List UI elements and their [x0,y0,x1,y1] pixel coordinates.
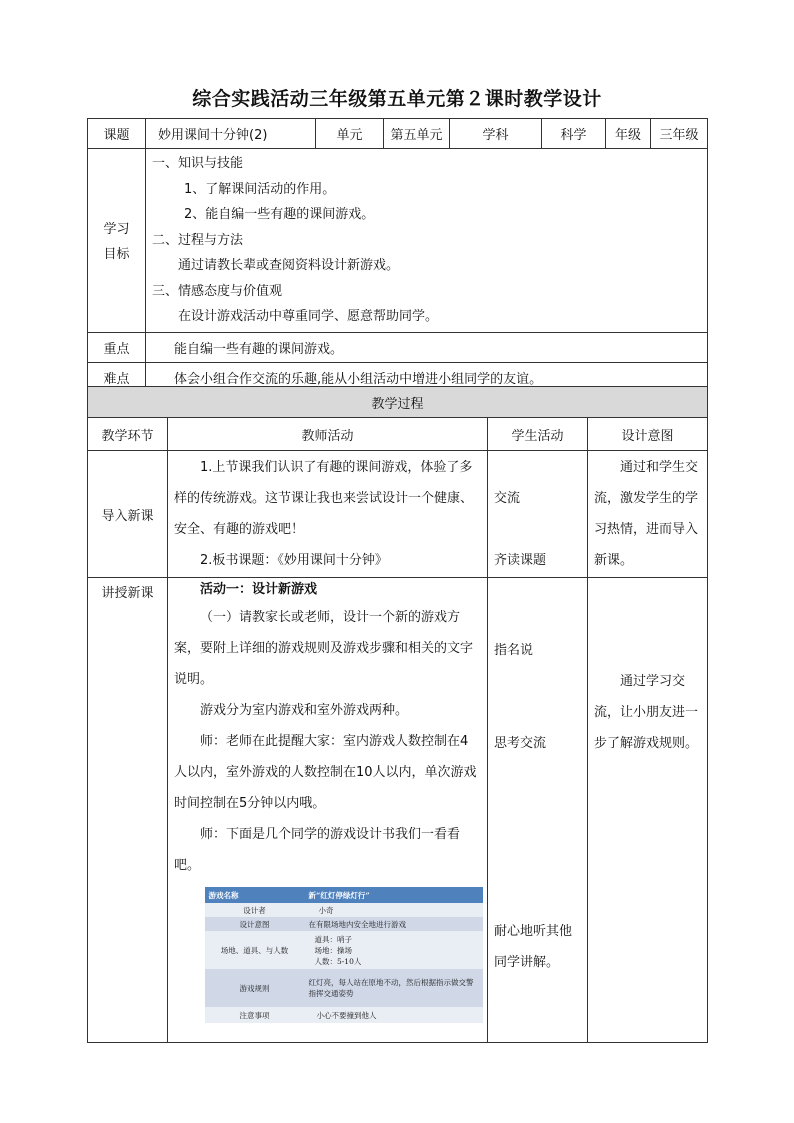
goals-row [88,149,708,333]
teach-intent-text: 通过学习交流，让小朋友进一步了解游戏规则。 [594,674,699,751]
topic-label: 课题 [88,119,146,149]
key-row [88,332,708,362]
goal-line: 通过请教长辈或查阅资料设计新游戏。 [178,258,400,273]
grade-value: 三年级 [651,119,708,149]
game-cell-label: 设计意图 [205,917,305,931]
process-header-row [88,387,708,418]
intro-student-1: 交流 [494,491,521,506]
game-cell-label: 设计者 [205,903,305,917]
intro-intent-text: 通过和学生交流，激发学生的学习热情，进而导入新课。 [594,460,699,568]
goal-line: 1、了解课间活动的作用。 [184,181,336,197]
intro-student-2: 齐读课题 [494,553,547,568]
key-label: 重点 [88,332,146,362]
game-cell-label: 游戏规则 [205,969,305,1007]
teach-teacher [168,578,488,1043]
game-row [205,917,483,931]
lesson-info-table [87,118,708,393]
game-row [205,969,483,1007]
intro-teacher-text-2: 2.板书课题：《妙用课间十分钟》 [200,553,388,568]
game-row [205,1007,483,1023]
game-cell-value: 小心不要撞到他人 [305,1007,483,1023]
goals-label-2: 目标 [103,247,130,263]
intro-teacher [168,451,488,578]
unit-label: 单元 [316,119,384,149]
subject-label: 学科 [450,119,542,149]
topic-value: 妙用课间十分钟(2) [146,119,316,149]
subject-value: 科学 [542,119,606,149]
col-header-intent: 设计意图 [588,418,708,451]
goal-line: 在设计游戏活动中尊重同学、愿意帮助同学。 [178,309,439,324]
unit-value: 第五单元 [384,119,450,149]
goal-heading-process: 二、过程与方法 [152,232,244,248]
game-design-table [205,887,483,1023]
key-text: 能自编一些有趣的课间游戏。 [146,332,708,362]
teach-student [488,578,588,1043]
col-header-stage: 教学环节 [88,418,168,451]
intro-teacher-text-1: 1.上节课我们认识了有趣的课间游戏，体验了多样的传统游戏。这节课让我也来尝试设计一个健康、安全、有趣的游戏吧！ [174,460,474,537]
teach-student-1: 指名说 [494,643,534,658]
intro-stage: 导入新课 [88,451,168,578]
game-cell-value: 新“红灯停绿灯行” [305,887,483,903]
col-header-teacher: 教师活动 [168,418,488,451]
game-row [205,903,483,917]
goal-line: 2、能自编一些有趣的课间游戏。 [184,207,375,222]
goal-heading-attitude: 三、情感态度与价值观 [152,283,283,299]
teach-text-3: 师：老师在此提醒大家：室内游戏人数控制在4人以内，室外游戏的人数控制在10人以内，单次游戏时间控制在5分钟以内哦。 [174,734,477,811]
game-cell-value: 道具：哨子 场地：操场 人数：5-10人 [305,931,483,969]
intro-row [88,451,708,578]
goals-label [88,149,146,333]
difficulty-text: 体会小组合作交流的乐趣,能从小组活动中增进小组同学的友谊。 [146,362,708,392]
page-title: 综合实践活动三年级第五单元第２课时教学设计 [192,88,602,110]
teach-student-3: 耐心地听其他同学讲解。 [494,924,573,970]
teach-stage: 讲授新课 [88,578,168,1043]
intro-intent [588,451,708,578]
game-cell-value: 在有限场地内安全地进行游戏 [305,917,483,931]
game-cell-label: 场地、道具、与人数 [205,931,305,969]
teaching-process-table [87,386,708,1043]
col-header-student: 学生活动 [488,418,588,451]
process-header: 教学过程 [88,387,708,418]
difficulty-label: 难点 [88,362,146,392]
activity-title: 活动一：设计新游戏 [200,582,318,597]
teach-text-2: 游戏分为室内游戏和室外游戏两种。 [200,703,409,718]
teach-intent [588,578,708,1043]
teach-student-2: 思考交流 [494,736,547,751]
game-row [205,931,483,969]
game-cell-label: 注意事项 [205,1007,305,1023]
column-header-row [88,418,708,451]
goals-label-1: 学习 [103,222,130,238]
game-cell-value: 红灯亮，每人站在原地不动，然后根据指示做交警指挥交通姿势 [305,969,483,1007]
teach-text-4: 师：下面是几个同学的游戏设计书我们一看看吧。 [174,827,461,873]
game-cell-label: 游戏名称 [205,887,305,903]
teach-text-1: （一）请教家长或老师，设计一个新的游戏方案，要附上详细的游戏规则及游戏步骤和相关的文字说明。 [174,610,474,687]
game-row [205,887,483,903]
goals-content [146,149,708,333]
game-cell-value: 小奇 [305,903,483,917]
info-row [88,119,708,149]
teach-row [88,578,708,1043]
intro-student [488,451,588,578]
goal-heading-knowledge: 一、知识与技能 [152,156,244,171]
grade-label: 年级 [606,119,651,149]
